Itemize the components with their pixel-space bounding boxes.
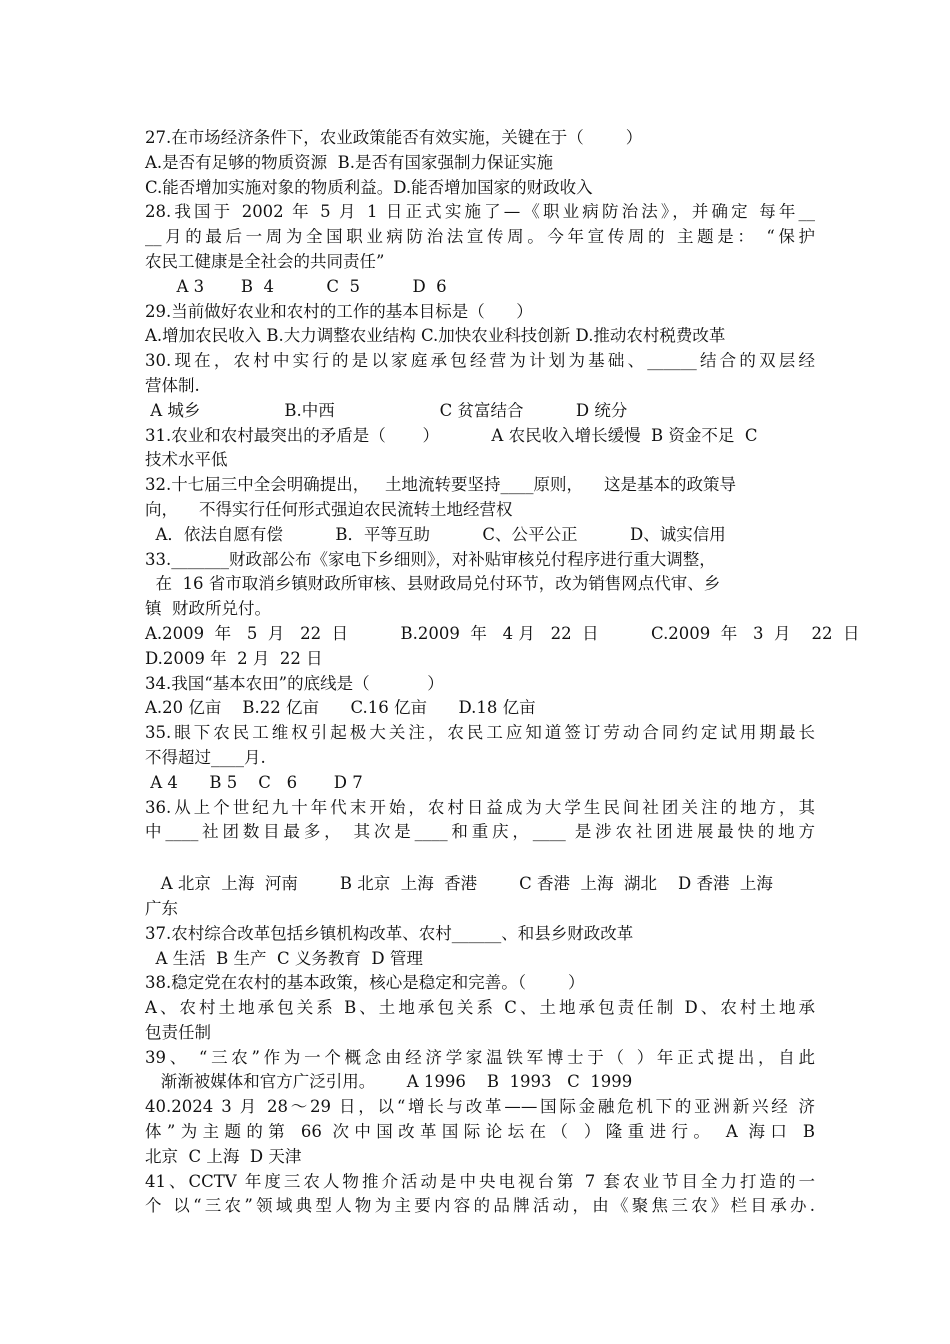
text-line: 29.当前做好农业和农村的工作的基本目标是（ ）	[145, 301, 533, 321]
text-line: C.能否增加实施对象的物质利益。D.能否增加国家的财政收入	[145, 177, 593, 197]
text-line: 体”为主题的第 66 次中国改革国际论坛在（ ）隆重进行。 A 海口 B	[145, 1122, 815, 1142]
text-line: A.2009 年 5 月 22 日 B.2009 年 4 月 22 日 C.2009 年 3 月 22 日	[145, 623, 860, 643]
text-line: A 4 B 5 C 6 D 7	[145, 772, 363, 792]
text-line: A 生活 B 生产 C 义务教育 D 管理	[145, 948, 423, 968]
text-line: 33._______财政部公布《家电下乡细则》，对补贴审核兑付程序进行重大调整，	[145, 549, 716, 569]
blank-line	[145, 845, 815, 872]
text-line: 39、 “三农”作为一个概念由经济学家温铁军博士于（ ）年正式提出，自此	[145, 1047, 815, 1067]
text-line: A 城乡 B.中西 C 贫富结合 D 统分	[145, 400, 628, 420]
text-line: 37.农村综合改革包括乡镇机构改革、农村______、和县乡财政改革	[145, 923, 634, 943]
text-line: 36.从上个世纪九十年代末开始，农村日益成为大学生民间社团关注的地方，其	[145, 797, 815, 817]
text-line: A、农村土地承包关系 B、土地承包关系 C、土地承包责任制 D、农村土地承	[145, 998, 815, 1018]
text-line: 34.我国“基本农田”的底线是（ ）	[145, 673, 444, 693]
text-line: A.是否有足够的物质资源 B.是否有国家强制力保证实施	[145, 152, 554, 172]
text-line: __月的最后一周为全国职业病防治法宣传周。今年宣传周的 主题是： “保护	[145, 227, 815, 247]
text-line: 38.稳定党在农村的基本政策，核心是稳定和完善。（ ）	[145, 973, 585, 993]
text-line: 28.我国于 2002 年 5 月 1 日正式实施了—《职业病防治法》，并确定 每年__	[145, 202, 815, 222]
text-line: 35.眼下农民工维权引起极大关注，农民工应知道签订劳动合同约定试用期最长	[145, 723, 815, 743]
text-line: 个 以“三农”领域典型人物为主要内容的品牌活动，由《聚焦三农》栏目承办.	[145, 1196, 815, 1216]
text-line: 在 16 省市取消乡镇财政所审核、县财政局兑付环节，改为销售网点代审、乡	[145, 574, 721, 594]
text-line: 41、CCTV 年度三农人物推介活动是中央电视台第 7 套农业节目全力打造的一	[145, 1171, 815, 1191]
text-line: 北京 C 上海 D 天津	[145, 1146, 302, 1166]
text-line: 技术水平低	[145, 450, 228, 470]
text-line: 中____社团数目最多， 其次是____和重庆，____ 是涉农社团进展最快的地方	[145, 822, 815, 842]
text-line: 31.农业和农村最突出的矛盾是（ ） A 农民收入增长缓慢 B 资金不足 C	[145, 425, 758, 445]
text-line: D.2009 年 2 月 22 日	[145, 648, 323, 668]
text-line: 广东	[145, 898, 178, 918]
text-line: A 北京 上海 河南 B 北京 上海 香港 C 香港 上海 湖北 D 香港 上海	[145, 874, 773, 894]
text-line: 32.十七届三中全会明确提出， 土地流转要坚持____原则， 这是基本的政策导	[145, 475, 736, 495]
text-line: 不得超过____月.	[145, 747, 266, 767]
text-line: A．依法自愿有偿 B．平等互助 C、公平公正 D、诚实信用	[145, 524, 726, 544]
text-line: 向， 不得实行任何形式强迫农民流转土地经营权	[145, 499, 513, 519]
text-line: 27.在市场经济条件下，农业政策能否有效实施，关键在于（ ）	[145, 128, 643, 147]
text-line: A 3 B 4 C 5 D 6	[145, 276, 447, 296]
text-line: 渐渐被媒体和官方广泛引用。 A 1996 B 1993 C 1999	[145, 1072, 633, 1092]
text-line: 营体制.	[145, 375, 200, 395]
text-line: A.20 亿亩 B.22 亿亩 C.16 亿亩 D.18 亿亩	[145, 698, 536, 718]
text-line: A.增加农民收入 B.大力调整农业结构 C.加快农业科技创新 D.推动农村税费改革	[145, 326, 726, 346]
text-line: 30.现在，农村中实行的是以家庭承包经营为计划为基础、______结合的双层经	[145, 351, 815, 371]
text-line: 40.2024 3 月 28～29 日，以“增长与改革——国际金融危机下的亚洲新兴经 济	[145, 1097, 815, 1117]
document-page	[145, 126, 860, 1219]
text-line: 包责任制	[145, 1022, 211, 1042]
text-line: 镇 财政所兑付。	[145, 599, 271, 619]
text-line: 农民工健康是全社会的共同责任”	[145, 251, 385, 271]
